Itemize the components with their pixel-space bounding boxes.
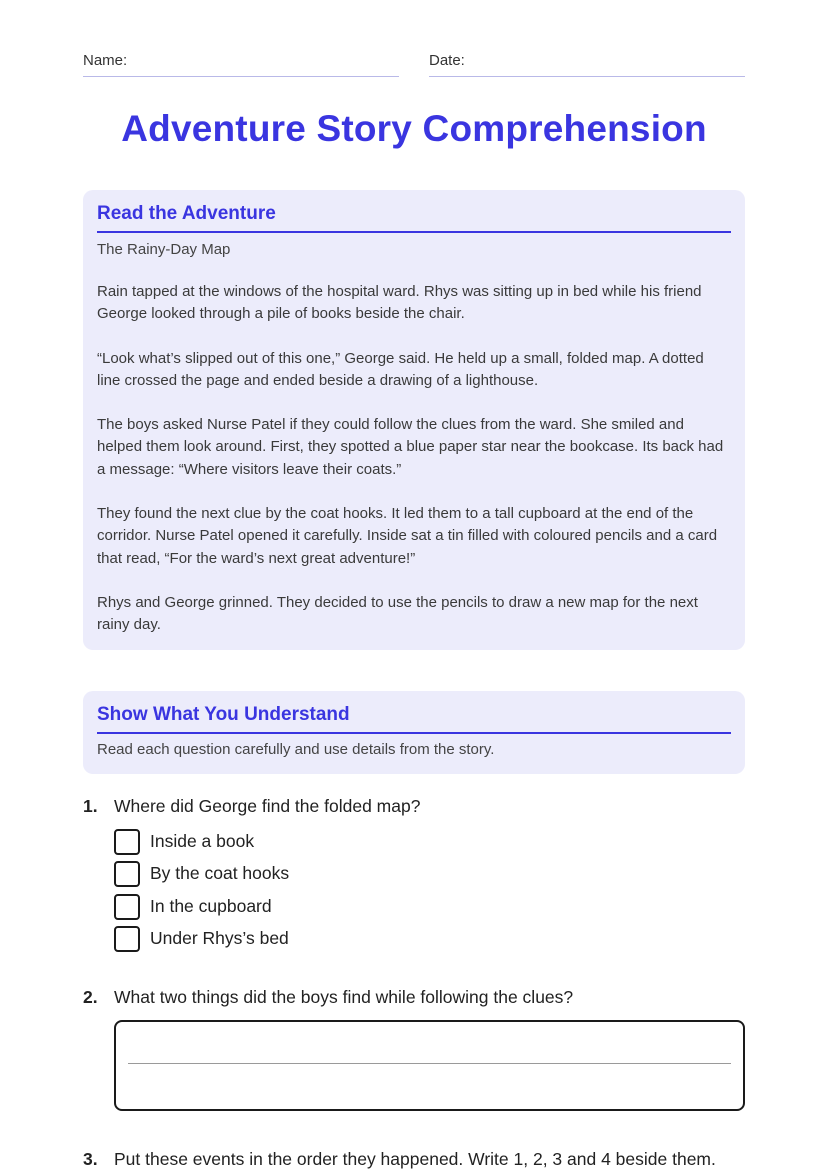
page-title: Adventure Story Comprehension xyxy=(121,108,707,149)
story-paragraph: Rhys and George grinned. They decided to use the pencils to draw a new map for the next rainy day. xyxy=(97,593,698,634)
name-label: Name: xyxy=(83,52,128,69)
name-field[interactable] xyxy=(83,52,399,77)
date-field[interactable] xyxy=(429,52,745,77)
question-text: What two things did the boys find while following the clues? xyxy=(114,987,574,1007)
show-understand-heading: Show What You Understand xyxy=(97,691,731,734)
checkbox[interactable] xyxy=(114,926,140,952)
story-paragraph: They found the next clue by the coat hooks. It led them to a tall cupboard at the end of the corridor. Nurse Patel opened it carefully. Inside sat a tin filled with coloured pencils and a card that read, “For the ward’s next great adventure!” xyxy=(97,505,718,567)
option-label: In the cupboard xyxy=(150,895,272,916)
date-label: Date: xyxy=(429,52,465,69)
question-number: 2. xyxy=(83,987,98,1007)
story-paragraph: The boys asked Nurse Patel if they could follow the clues from the ward. She smiled and helped them look around. First, they spotted a blue paper star near the bookcase. Its back had a message: “Where visitors leave their coats.” xyxy=(97,416,724,478)
question-text: Put these events in the order they happened. Write 1, 2, 3 and 4 beside them. xyxy=(114,1149,716,1169)
checkbox[interactable] xyxy=(114,861,140,887)
checkbox[interactable] xyxy=(114,894,140,920)
question-number: 3. xyxy=(83,1149,98,1169)
read-adventure-panel xyxy=(83,190,745,650)
answer-box[interactable] xyxy=(114,1020,745,1111)
option-label: Under Rhys’s bed xyxy=(150,927,289,948)
option-label: Inside a book xyxy=(150,831,255,851)
question-number: 1. xyxy=(83,796,98,816)
instructions-text: Read each question carefully and use details from the story. xyxy=(97,741,495,758)
read-adventure-heading: Read the Adventure xyxy=(97,190,731,233)
story-title: The Rainy-Day Map xyxy=(97,241,231,258)
story-paragraph: “Look what’s slipped out of this one,” George said. He held up a small, folded map. A dotted line crossed the page and ended beside a drawing of a lighthouse. xyxy=(97,349,704,389)
option-label: By the coat hooks xyxy=(150,863,290,884)
checkbox[interactable] xyxy=(114,829,140,855)
answer-line xyxy=(128,1063,731,1064)
question-text: Where did George find the folded map? xyxy=(114,796,421,816)
show-understand-panel xyxy=(83,691,745,774)
name-date-row xyxy=(83,52,745,78)
story-paragraph: Rain tapped at the windows of the hospital ward. Rhys was sitting up in bed while his friend George looked through a pile of books beside the chair. xyxy=(97,283,702,323)
